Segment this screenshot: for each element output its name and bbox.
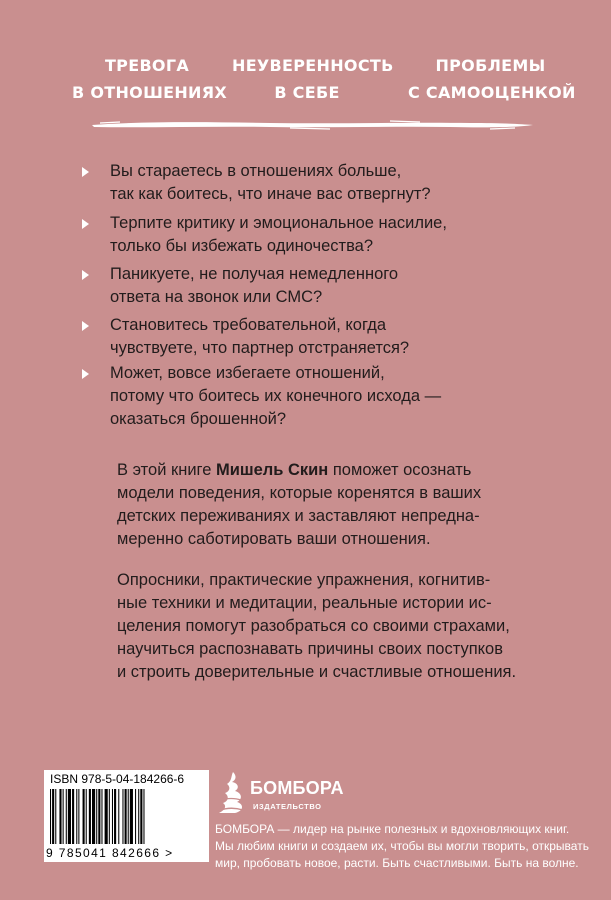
barcode-bars bbox=[50, 789, 203, 844]
publisher-description bbox=[215, 821, 589, 872]
question-line: Паникуете, не получая немедленного bbox=[110, 265, 399, 283]
brush-stroke-divider bbox=[90, 118, 535, 132]
paragraph-rest: поможет осознать bbox=[328, 461, 472, 479]
triangle-bullet-icon bbox=[82, 270, 89, 280]
publisher-subtitle: ИЗДАТЕЛЬСТВО bbox=[253, 802, 322, 811]
paragraph-line: целения помогут разобраться со своими страхами, bbox=[117, 617, 510, 635]
question-line: оказаться брошенной? bbox=[110, 410, 287, 428]
triangle-bullet-icon bbox=[82, 167, 89, 177]
triangle-bullet-icon bbox=[82, 321, 89, 331]
publisher-name: БОМБОРА bbox=[250, 778, 344, 798]
question-line: чувствуете, что партнер отстраняется? bbox=[110, 339, 410, 357]
topic-anxiety bbox=[72, 52, 228, 106]
list-item bbox=[110, 160, 550, 206]
paragraph-line: модели поведения, которые коренятся в ваших bbox=[117, 484, 482, 502]
list-item bbox=[110, 362, 550, 431]
paragraph-line: научиться распознавать причины своих поступков bbox=[117, 640, 503, 658]
topic-line: ПРОБЛЕМЫ bbox=[435, 56, 546, 75]
paragraph-intro: В этой книге bbox=[117, 461, 216, 479]
question-line: только бы избежать одиночества? bbox=[110, 237, 374, 255]
paragraph-about-book bbox=[117, 459, 557, 551]
bombora-logo-icon bbox=[213, 770, 249, 815]
paragraph-line: меренно саботировать ваши отношения. bbox=[117, 530, 431, 548]
paragraph-line bbox=[117, 459, 557, 482]
topic-insecurity bbox=[232, 52, 394, 106]
paragraph-line: Опросники, практические упражнения, когнитив- bbox=[117, 571, 491, 589]
paragraph-line: детских переживаниях и заставляют непредна- bbox=[117, 507, 480, 525]
question-line: Становитесь требовательной, когда bbox=[110, 316, 387, 334]
publisher-line: БОМБОРА — лидер на рынке полезных и вдохновляющих книг. bbox=[215, 822, 570, 836]
barcode bbox=[44, 770, 209, 862]
topic-line: ТРЕВОГА bbox=[104, 56, 190, 75]
topic-line: В СЕБЕ bbox=[274, 83, 340, 102]
question-line: ответа на звонок или СМС? bbox=[110, 288, 323, 306]
topic-line: НЕУВЕРЕННОСТЬ bbox=[232, 56, 394, 75]
barcode-digits: 9 785041 842666 > bbox=[46, 846, 174, 860]
author-name: Мишель Скин bbox=[215, 461, 329, 479]
triangle-bullet-icon bbox=[82, 219, 89, 229]
list-item bbox=[110, 212, 550, 258]
publisher-line: Мы любим книги и создаем их, чтобы вы могли творить, открывать bbox=[215, 839, 589, 853]
topics-header bbox=[0, 52, 611, 112]
topic-self-esteem bbox=[408, 52, 576, 106]
isbn-label: ISBN 978-5-04-184266-6 bbox=[50, 772, 185, 786]
paragraph-line: и строить доверительные и счастливые отношения. bbox=[117, 663, 517, 681]
question-line: так как боитесь, что иначе вас отвергнут? bbox=[110, 185, 431, 203]
publisher-line: мир, пробовать новое, расти. Быть счастливыми. Быть на волне. bbox=[215, 856, 579, 870]
list-item bbox=[110, 314, 550, 360]
publisher-logo bbox=[213, 770, 373, 820]
paragraph-book-contents bbox=[117, 569, 557, 684]
topic-line: С САМООЦЕНКОЙ bbox=[408, 83, 576, 102]
paragraph-line: ные техники и медитации, реальные истории ис- bbox=[117, 594, 492, 612]
question-line: Может, вовсе избегаете отношений, bbox=[110, 364, 385, 382]
question-line: потому что боитесь их конечного исхода — bbox=[110, 387, 442, 405]
question-line: Терпите критику и эмоциональное насилие, bbox=[110, 214, 447, 232]
topic-line: В ОТНОШЕНИЯХ bbox=[72, 83, 228, 102]
question-line: Вы стараетесь в отношениях больше, bbox=[110, 162, 402, 180]
list-item bbox=[110, 263, 550, 309]
triangle-bullet-icon bbox=[82, 369, 89, 379]
